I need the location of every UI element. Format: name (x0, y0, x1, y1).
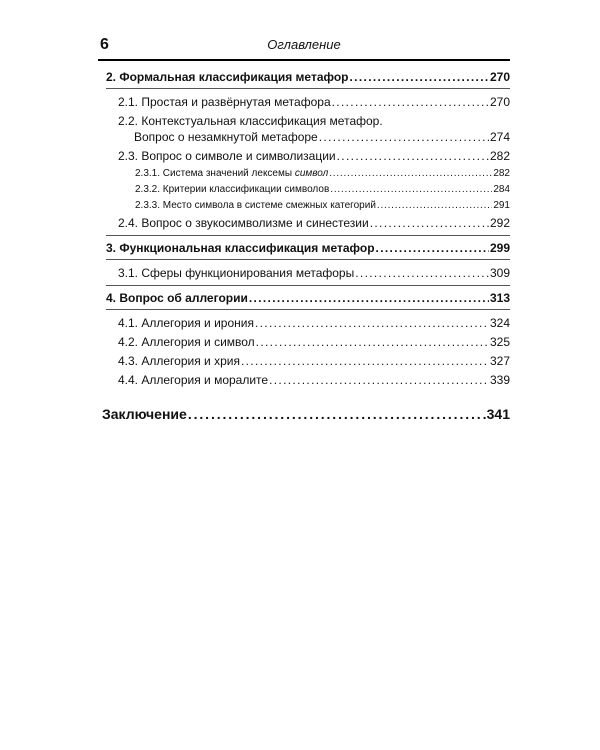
toc-entry-conclusion[interactable] (102, 406, 510, 422)
toc-entry-4-1[interactable] (118, 316, 510, 330)
toc-entry-page: 291 (493, 200, 510, 211)
toc-entry-page: 313 (489, 291, 510, 305)
toc-entry-title (135, 168, 328, 179)
toc-entry-title: 2.3.3. Место символа в системе смежных категорий (135, 200, 376, 211)
toc-entry-title: 3. Функциональная классификация метафор (106, 241, 375, 255)
leader-dots (376, 241, 489, 255)
leader-dots (241, 354, 489, 368)
toc-entry-page: 325 (489, 335, 510, 349)
section-divider (106, 285, 510, 286)
toc-entry-2-3-2[interactable] (135, 184, 510, 195)
toc-entry-2-2[interactable] (134, 130, 510, 144)
toc-entry-page: 309 (489, 266, 510, 280)
toc-entry-2-1[interactable] (118, 95, 510, 109)
leader-dots (350, 70, 489, 84)
leader-dots (329, 168, 492, 179)
toc-entry-title-prefix: 2.3.1. Система значений лексемы (135, 168, 295, 179)
leader-dots (249, 291, 489, 305)
toc-entry-page: 284 (493, 184, 510, 195)
leader-dots (188, 406, 486, 422)
toc-entry-title: 2.3. Вопрос о символе и символизации (118, 149, 336, 163)
toc-entry-title: Вопрос о незамкнутой метафоре (134, 130, 318, 144)
leader-dots (355, 266, 489, 280)
toc-entry-title: 4. Вопрос об аллегории (106, 291, 248, 305)
leader-dots (319, 130, 489, 144)
toc-entry-2-3-3[interactable] (135, 200, 510, 211)
section-divider (106, 235, 510, 236)
toc-entry-page: 341 (486, 406, 510, 422)
toc-entry-4[interactable] (106, 291, 510, 305)
toc-entry-title: Заключение (102, 406, 187, 422)
leader-dots (269, 373, 489, 387)
toc-entry-page: 292 (489, 216, 510, 230)
toc-entry-title-italic: символ (294, 168, 329, 179)
page-number: 6 (100, 36, 109, 53)
toc-entry-page: 327 (489, 354, 510, 368)
toc-entry-4-3[interactable] (118, 354, 510, 368)
leader-dots (377, 200, 492, 211)
toc-entry-page: 324 (489, 316, 510, 330)
leader-dots (337, 149, 489, 163)
leader-dots (332, 95, 489, 109)
toc-entry-title: 4.4. Аллегория и моралите (118, 373, 269, 387)
toc-entry-3-1[interactable] (118, 266, 510, 280)
toc-entry-title: 4.1. Аллегория и ирония (118, 316, 254, 330)
toc-entry-2[interactable] (106, 70, 510, 84)
toc-entry-title: 4.2. Аллегория и символ (118, 335, 255, 349)
toc-entry-2-3[interactable] (118, 149, 510, 163)
toc-entry-page: 282 (489, 149, 510, 163)
toc-entry-page: 282 (493, 168, 510, 179)
toc-entry-page: 274 (489, 130, 510, 144)
section-divider (106, 309, 510, 310)
section-divider (106, 88, 510, 89)
toc-entry-4-4[interactable] (118, 373, 510, 387)
toc-entry-3[interactable] (106, 241, 510, 255)
toc-entry-title: 2.4. Вопрос о звукосимволизме и синестезии (118, 216, 369, 230)
toc-entry-2-2-line1[interactable]: 2.2. Контекстуальная классификация метафор. (118, 114, 383, 128)
leader-dots (256, 335, 489, 349)
toc-entry-4-2[interactable] (118, 335, 510, 349)
toc-entry-2-4[interactable] (118, 216, 510, 230)
toc-entry-title: 2. Формальная классификация метафор (106, 70, 349, 84)
toc-entry-page: 270 (489, 70, 510, 84)
leader-dots (370, 216, 489, 230)
leader-dots (255, 316, 489, 330)
toc-entry-page: 339 (489, 373, 510, 387)
toc-entry-page: 299 (489, 241, 510, 255)
running-title: Оглавление (267, 37, 341, 52)
toc-entry-title: 2.3.2. Критерии классификации символов (135, 184, 330, 195)
toc-entry-title: 3.1. Сферы функционирования метафоры (118, 266, 355, 280)
toc-entry-title: 4.3. Аллегория и хрия (118, 354, 240, 368)
toc-entry-page: 270 (489, 95, 510, 109)
section-divider (106, 259, 510, 260)
toc-entry-title: 2.1. Простая и развёрнутая метафора (118, 95, 331, 109)
leader-dots (330, 184, 492, 195)
toc-entry-2-3-1[interactable] (135, 168, 510, 179)
